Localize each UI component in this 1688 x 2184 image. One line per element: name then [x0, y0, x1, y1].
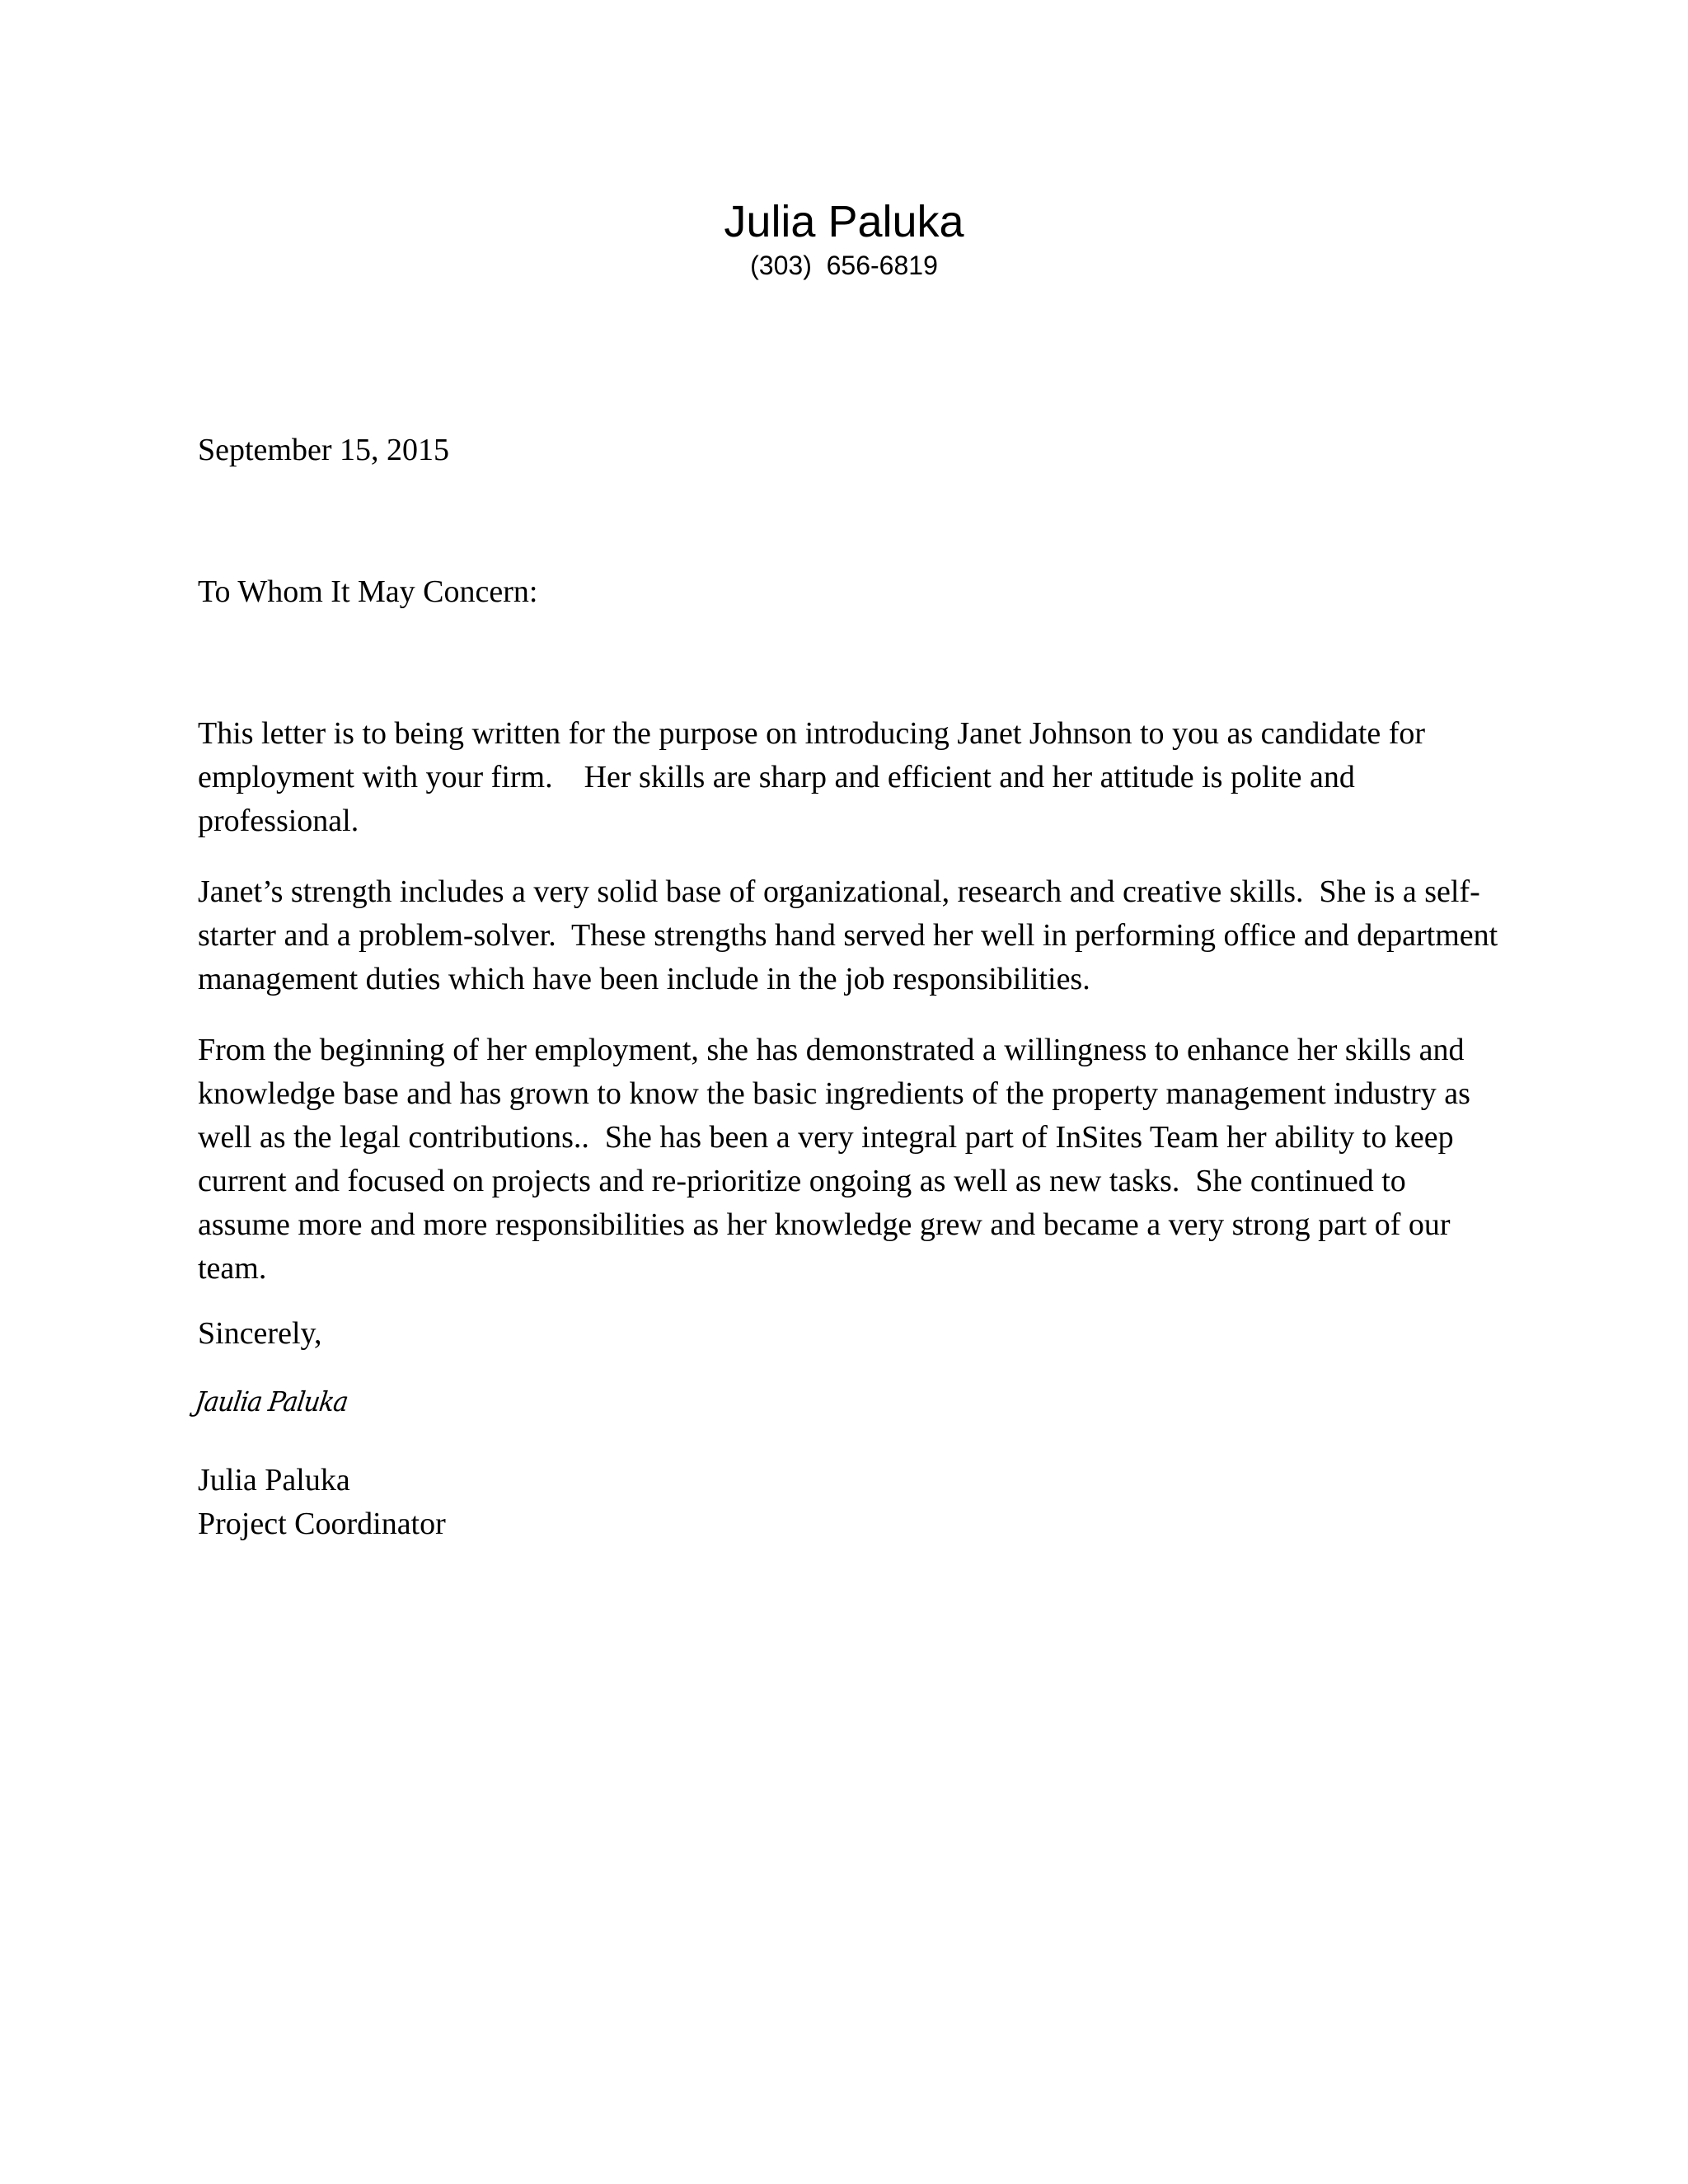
salutation: To Whom It May Concern: — [198, 574, 538, 609]
letter-date: September 15, 2015 — [198, 433, 450, 467]
letterhead — [0, 194, 1688, 282]
signer-name: Julia Paluka — [198, 1463, 350, 1497]
handwritten-signature: Jaulia Paluka — [193, 1386, 350, 1418]
closing: Sincerely, — [198, 1316, 322, 1351]
body-paragraph: This letter is to being written for the purpose on introducing Janet Johnson to you as candidate for employment with your firm. Her skills are sharp and efficient and her attitude is polite and professional. — [198, 716, 1433, 838]
letterhead-phone: (303) 656-6819 — [750, 251, 938, 280]
body-paragraph: Janet’s strength includes a very solid base of organizational, research and creative skills. She is a self- starter and a problem-solver. These strengths hand served her well in performing office and department management duties which have been include in the job responsibilities. — [198, 874, 1506, 996]
letter-body — [198, 712, 1506, 1318]
signer-block — [198, 1459, 1500, 1546]
body-paragraph: From the beginning of her employment, she has demonstrated a willingness to enhance her skills and knowledge base and has grown to know the basic ingredients of the property management industry as well as the legal contributions.. She has been a very integral part of InSites Team her ability to keep current and focused on projects and re-prioritize ongoing as well as new tasks. She continued to assume more and more responsibilities as her knowledge grew and became a very strong part of our team. — [198, 1033, 1479, 1286]
letterhead-name: Julia Paluka — [724, 197, 964, 246]
signer-title: Project Coordinator — [198, 1507, 446, 1541]
